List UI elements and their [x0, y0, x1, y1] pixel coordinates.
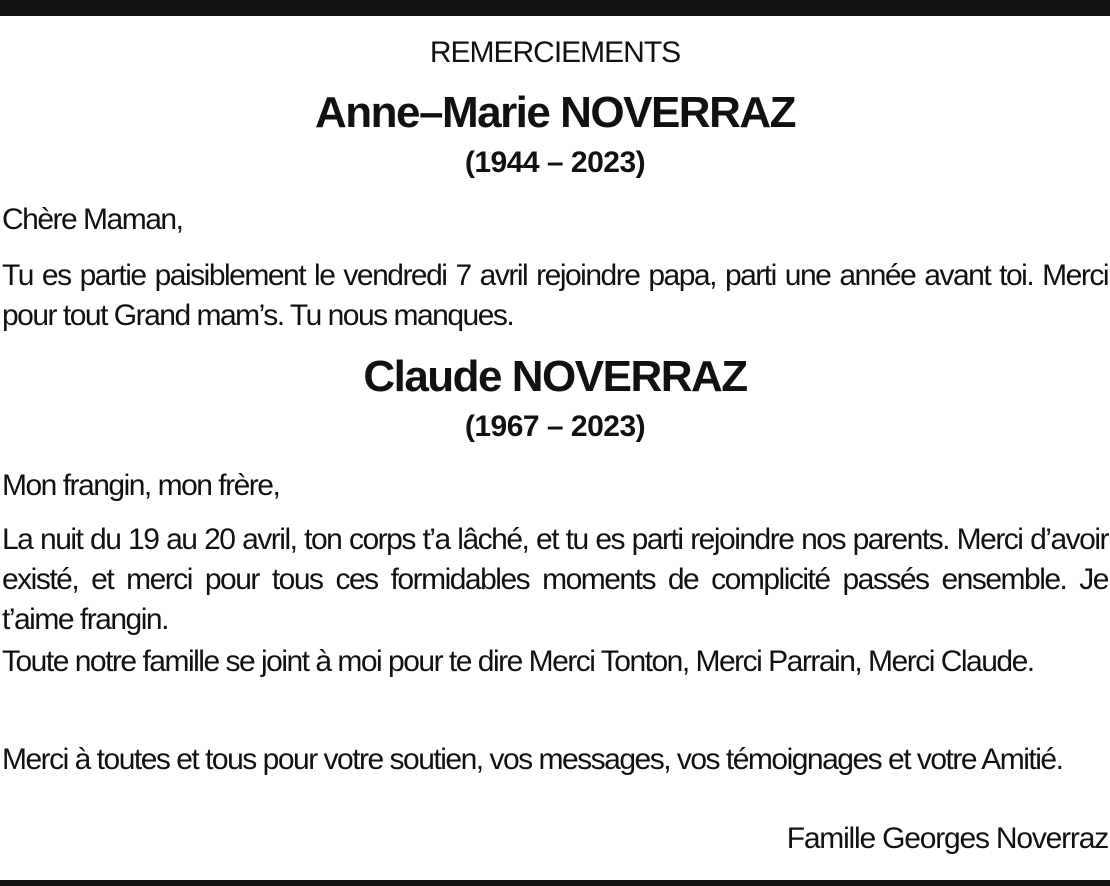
top-rule: [0, 0, 1110, 16]
person2-salutation: Mon frangin, mon frère,: [2, 469, 280, 502]
person1-years: (1944 – 2023): [464, 146, 646, 179]
person1-salutation: Chère Maman,: [2, 203, 183, 236]
person1-name: Anne–Marie NOVERRAZ: [314, 88, 796, 137]
bottom-rule: [0, 880, 1110, 886]
closing-message: Merci à toutes et tous pour votre soutien, vos messages, vos témoignages et votre Amitié.: [2, 743, 1063, 776]
notice-header: REMERCIEMENTS: [429, 36, 681, 69]
signature: Famille Georges Noverraz: [786, 822, 1108, 855]
family-message: Toute notre famille se joint à moi pour te dire Merci Tonton, Merci Parrain, Merci Claude.: [2, 645, 1034, 678]
person2-message: La nuit du 19 au 20 avril, ton corps t’a lâché, et tu es parti rejoindre nos parents. Merci d’avoir existé, et merci pour tous ces formidables moments de complicité passés ensemble. Je t’aime frangin.: [2, 523, 1108, 636]
person2-name: Claude NOVERRAZ: [363, 352, 747, 401]
person2-years: (1967 – 2023): [464, 410, 646, 443]
person1-message: Tu es partie paisiblement le vendredi 7 avril rejoindre papa, parti une année avant toi. Merci pour tout Grand mam’s. Tu nous manques.: [2, 259, 1108, 332]
notice-body: [0, 16, 1110, 880]
